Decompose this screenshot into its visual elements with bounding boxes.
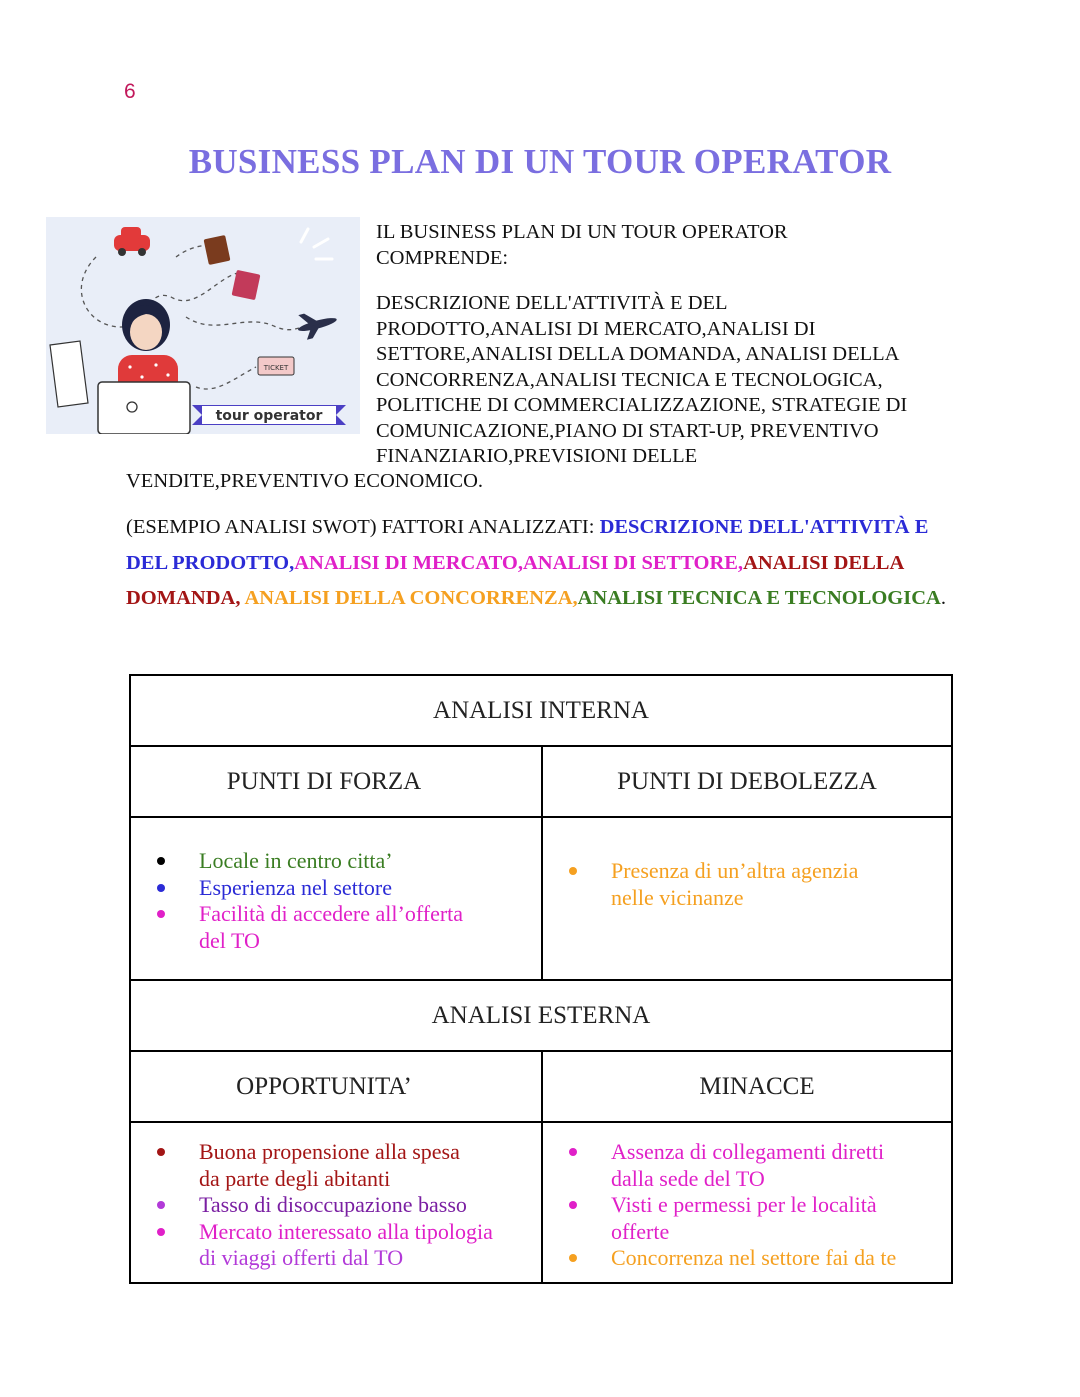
- list-item: Facilità di accedere all’offerta: [131, 901, 541, 928]
- weaknesses-header: PUNTI DI DEBOLEZZA: [617, 767, 877, 795]
- list-item-continuation: nelle vicinanze: [611, 884, 744, 910]
- external-analysis-header: ANALISI ESTERNA: [431, 1001, 651, 1029]
- swot-intro-paragraph: [126, 510, 956, 617]
- list-item: Visti e permessi per le località: [543, 1192, 951, 1219]
- factor-sector: ANALISI DI SETTORE,: [522, 551, 744, 574]
- page-number: 6: [124, 80, 136, 103]
- intro-line: FINANZIARIO,PREVISIONI DELLE: [376, 445, 698, 467]
- strengths-list: [131, 848, 541, 954]
- list-item: Esperienza nel settore: [131, 875, 541, 902]
- tour-operator-illustration: [46, 217, 360, 434]
- list-item-continuation: offerte: [611, 1218, 670, 1244]
- intro-tail: VENDITE,PREVENTIVO ECONOMICO.: [126, 470, 484, 492]
- opportunities-header: OPPORTUNITA’: [236, 1072, 412, 1100]
- airplane-icon: [294, 306, 339, 341]
- list-item: Mercato interessato alla tipologia: [131, 1219, 541, 1246]
- intro-line: COMUNICAZIONE,PIANO DI START-UP, PREVENTIVO: [376, 419, 879, 442]
- intro-line: SETTORE,ANALISI DELLA DOMANDA, ANALISI DELLA: [376, 343, 900, 365]
- document-sheet-icon: [50, 341, 88, 407]
- external-subheader-row: [131, 1052, 951, 1123]
- intro-heading-1: IL BUSINESS PLAN DI UN TOUR OPERATOR: [376, 221, 788, 243]
- laptop-icon: [98, 382, 190, 434]
- external-analysis-row: [131, 981, 951, 1052]
- list-item: Presenza di un’altra agenzia: [543, 858, 951, 885]
- intro-line: CONCORRENZA,ANALISI TECNICA E TECNOLOGICA,: [376, 368, 883, 391]
- opportunities-list: [131, 1139, 541, 1272]
- list-item-continuation: da parte degli abitanti: [199, 1165, 391, 1191]
- external-content-row: [131, 1123, 951, 1284]
- list-item-continuation: di viaggi offerti dal TO: [199, 1245, 404, 1270]
- internal-content-row: [131, 818, 951, 981]
- threats-list: [543, 1139, 951, 1272]
- intro-line: POLITICHE DI COMMERCIALIZZAZIONE, STRATEGIE DI: [376, 394, 908, 416]
- weaknesses-list: [543, 858, 951, 911]
- list-item: Locale in centro citta’: [131, 848, 541, 875]
- swot-intro-prefix: (ESEMPIO ANALISI SWOT) FATTORI ANALIZZATI:: [126, 516, 600, 538]
- ribbon-label: tour operator: [215, 408, 323, 424]
- list-item: Assenza di collegamenti diretti: [543, 1139, 951, 1166]
- passport-icon: [204, 235, 231, 265]
- internal-analysis-header: ANALISI INTERNA: [433, 696, 649, 724]
- tour-operator-ribbon: [192, 405, 346, 425]
- swot-intro-suffix: .: [940, 587, 946, 609]
- list-item: Concorrenza nel settore fai da te: [543, 1245, 951, 1272]
- swot-table: [129, 674, 953, 1284]
- list-item-continuation: del TO: [199, 927, 260, 953]
- intro-line: PRODOTTO,ANALISI DI MERCATO,ANALISI DI: [376, 317, 816, 340]
- factor-market: ANALISI DI MERCATO,: [294, 551, 523, 574]
- factor-competition: ANALISI DELLA CONCORRENZA,: [244, 587, 578, 609]
- ticket-text: TICKET: [263, 364, 289, 372]
- threats-header: MINACCE: [699, 1072, 815, 1100]
- car-icon: [114, 227, 150, 256]
- intro-line: DESCRIZIONE DELL'ATTIVITÀ E DEL: [376, 292, 728, 314]
- intro-heading-2: COMPRENDE:: [376, 246, 509, 269]
- intro-text: [376, 220, 966, 470]
- page-title: BUSINESS PLAN DI UN TOUR OPERATOR: [188, 142, 892, 181]
- list-item: Buona propensione alla spesa: [131, 1139, 541, 1166]
- strengths-header: PUNTI DI FORZA: [226, 767, 422, 795]
- list-item: Tasso di disoccupazione basso: [131, 1192, 541, 1219]
- internal-analysis-row: [131, 676, 951, 747]
- internal-subheader-row: [131, 747, 951, 818]
- factor-description: DESCRIZIONE DELL'ATTIVITÀ E DEL PRODOTTO,: [126, 516, 929, 574]
- factor-technical: ANALISI TECNICA E TECNOLOGICA: [577, 587, 941, 609]
- list-item-continuation: dalla sede del TO: [611, 1165, 765, 1191]
- factor-demand: ANALISI DELLA DOMANDA,: [126, 551, 904, 609]
